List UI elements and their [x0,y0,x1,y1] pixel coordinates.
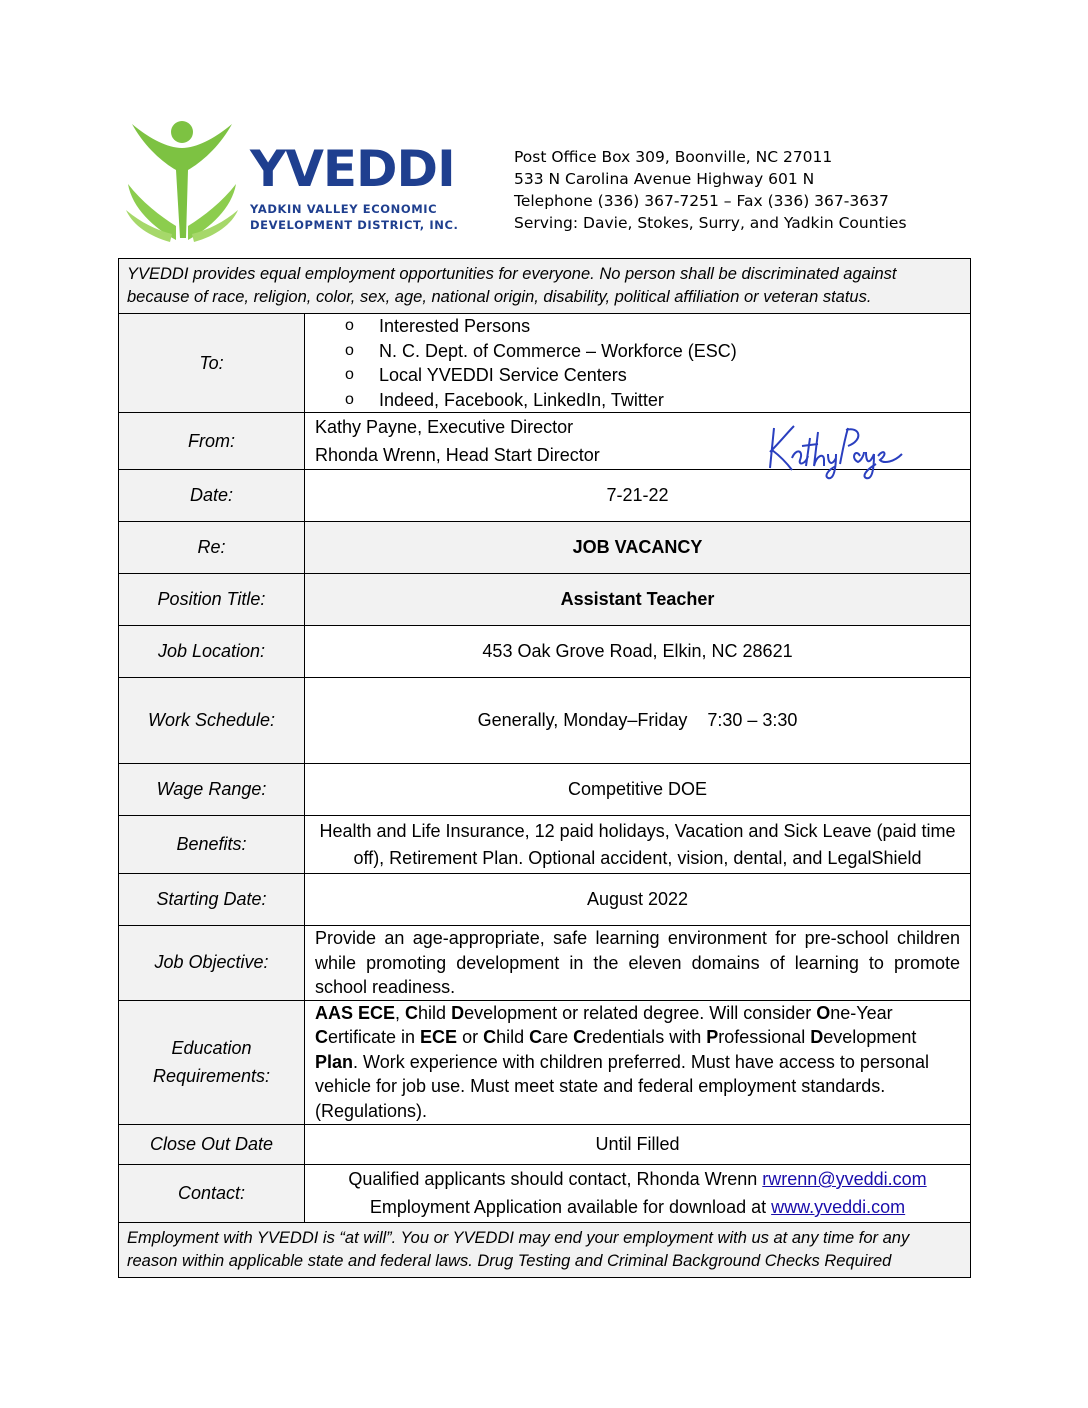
to-item: o Indeed, Facebook, LinkedIn, Twitter [345,388,960,413]
schedule-label: Work Schedule: [119,678,305,764]
edu-text: lan [327,1051,354,1072]
address-block [514,146,907,234]
to-list [315,314,960,412]
to-label: To: [119,314,305,413]
address-line-3: Telephone (336) 367-7251 – Fax (336) 367-3637 [514,192,889,210]
edu-text: AAS ECE [315,1002,396,1023]
education-label [119,1000,305,1124]
education-label-1: Education [171,1038,252,1058]
edu-text: C [573,1027,587,1048]
edu-text: evelopment [823,1027,917,1048]
edu-text: C [529,1027,543,1048]
edu-text: evelopment or related degree. Will consider [464,1002,817,1023]
eeo-statement: YVEDDI provides equal employment opportunities for everyone. No person shall be discriminated against because of race, religion, color, sex, age, national origin, disability, political affiliation or veteran status. [119,259,971,314]
contact-label: Contact: [119,1164,305,1222]
edu-text: are [542,1027,574,1048]
address-line-4: Serving: Davie, Stokes, Surry, and Yadkin Counties [514,214,907,232]
edu-text: P [315,1051,328,1072]
closeout-value: Until Filled [305,1124,971,1164]
education-label-2: Requirements: [152,1066,271,1086]
benefits-label: Benefits: [119,816,305,874]
address-line-2: 533 N Carolina Avenue Highway 601 N [514,170,815,188]
re-value: JOB VACANCY [305,522,971,574]
logo-figure-icon [126,118,250,244]
address-line-1: Post Office Box 309, Boonville, NC 27011 [514,148,833,166]
closeout-label: Close Out Date [119,1124,305,1164]
schedule-value: Generally, Monday–Friday 7:30 – 3:30 [305,678,971,764]
at-will-statement: Employment with YVEDDI is “at will”. You or YVEDDI may end your employment with us at any time for any reason within applicable state and federal laws. Drug Testing and Criminal Background Checks Required [119,1222,971,1277]
edu-text: or [457,1027,484,1048]
wage-label: Wage Range: [119,764,305,816]
edu-text: hild [418,1002,452,1023]
edu-text: C [405,1002,419,1023]
edu-text: P [706,1027,719,1048]
from-line-1: Kathy Payne, Executive Director [315,417,574,437]
contact-text: Employment Application available for download at [369,1197,772,1217]
logo-subtitle-2: DEVELOPMENT DISTRICT, INC. [250,218,459,232]
contact-value [305,1164,971,1222]
to-item: o Interested Persons [345,314,960,339]
logo-subtitle-1: YADKIN VALLEY ECONOMIC [250,202,438,216]
wage-value: Competitive DOE [305,764,971,816]
edu-text: ertificate in [328,1027,421,1048]
edu-text: hild [496,1027,530,1048]
education-value [305,1000,971,1124]
edu-text: C [315,1027,328,1048]
edu-text: rofessional [718,1027,811,1048]
from-line-2: Rhonda Wrenn, Head Start Director [315,445,600,465]
to-value [305,314,971,413]
logo-wordmark: YVEDDI [250,140,455,198]
to-item: o Local YVEDDI Service Centers [345,363,960,388]
from-label: From: [119,413,305,470]
position-value: Assistant Teacher [305,574,971,626]
contact-line-1 [315,1165,960,1193]
edu-text: C [483,1027,497,1048]
objective-label: Job Objective: [119,926,305,1001]
contact-text: Qualified applicants should contact, Rhonda Wrenn [348,1169,763,1189]
edu-text: D [810,1027,824,1048]
edu-text: ne-Year [830,1002,893,1023]
position-label: Position Title: [119,574,305,626]
website-link[interactable]: www.yveddi.com [771,1197,906,1217]
date-label: Date: [119,470,305,522]
signature-image [766,418,906,482]
edu-text: . Work experience with children preferred. Must have access to personal vehicle for job use. Must meet state and federal employment standards. (Regulations). [315,1051,929,1121]
edu-text: D [451,1002,465,1023]
edu-text: O [816,1002,831,1023]
location-value: 453 Oak Grove Road, Elkin, NC 28621 [305,626,971,678]
location-label: Job Location: [119,626,305,678]
yveddi-logo [126,118,459,244]
objective-value: Provide an age-appropriate, safe learning environment for pre-school children while promoting development in the eleven domains of learning to promote school readiness. [305,926,971,1001]
contact-email-link[interactable]: rwrenn@yveddi.com [762,1169,927,1189]
to-item: o N. C. Dept. of Commerce – Workforce (ESC) [345,339,960,364]
edu-text: ECE [420,1027,458,1048]
date-value: 7-21-22 [305,470,971,522]
starting-label: Starting Date: [119,874,305,926]
contact-line-2 [315,1193,960,1221]
re-label: Re: [119,522,305,574]
edu-text: redentials with [586,1027,707,1048]
benefits-value: Health and Life Insurance, 12 paid holidays, Vacation and Sick Leave (paid time off), Retirement Plan. Optional accident, vision, dental, and LegalShield [305,816,971,874]
edu-text: , [395,1002,406,1023]
job-vacancy-table [118,258,971,1278]
starting-value: August 2022 [305,874,971,926]
